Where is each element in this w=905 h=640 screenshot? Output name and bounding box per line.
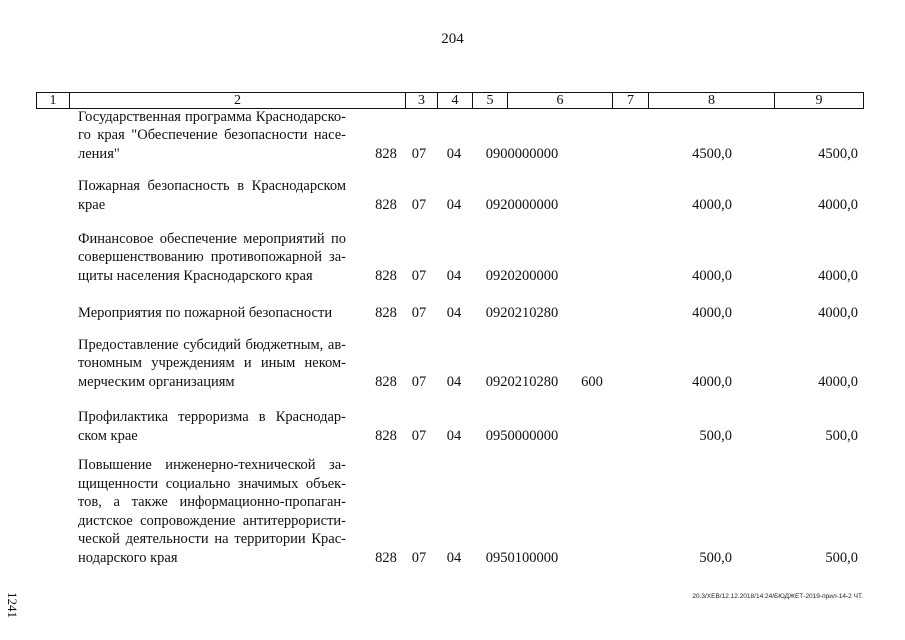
table-header — [36, 92, 864, 109]
row-col-4: 07 — [411, 145, 427, 162]
row-col-3: 828 — [375, 267, 397, 284]
row-col-6: 0900000000 — [485, 145, 559, 162]
table-row — [0, 336, 905, 391]
row-col-4: 07 — [411, 304, 427, 321]
row-col-3: 828 — [375, 304, 397, 321]
table-row — [0, 303, 905, 322]
row-col-8: 500,0 — [699, 427, 732, 444]
row-name: Профилактика терроризма в Краснодар-ском крае — [78, 409, 346, 444]
row-col-8: 4000,0 — [692, 267, 732, 284]
row-col-6: 0950000000 — [485, 427, 559, 444]
row-col-9: 4000,0 — [818, 196, 858, 213]
row-name: Повышение инженерно-технической за-щищенности социально значимых объек-тов, а также информационно-пропаган-дистское сопровождение антитеррористи-ческой деятельности на территории Крас-нодарского края — [78, 457, 346, 566]
row-col-5: 04 — [446, 145, 462, 162]
table-row — [0, 109, 905, 163]
header-col-8: 8 — [649, 93, 775, 108]
row-col-8: 500,0 — [699, 549, 732, 566]
row-col-3: 828 — [375, 373, 397, 390]
table-row — [0, 408, 905, 445]
header-col-7: 7 — [613, 93, 649, 108]
table-row — [0, 230, 905, 285]
header-col-4: 4 — [438, 93, 473, 108]
header-col-2: 2 — [70, 93, 406, 108]
row-col-4: 07 — [411, 267, 427, 284]
row-col-9: 4000,0 — [818, 373, 858, 390]
row-col-9: 500,0 — [825, 427, 858, 444]
header-col-5: 5 — [473, 93, 508, 108]
row-col-4: 07 — [411, 196, 427, 213]
row-col-5: 04 — [446, 373, 462, 390]
row-col-4: 07 — [411, 427, 427, 444]
header-col-6: 6 — [508, 93, 613, 108]
header-col-9: 9 — [815, 93, 823, 108]
row-col-9: 4500,0 — [818, 145, 858, 162]
row-name: Государственная программа Краснодарско-го края "Обеспечение безопасности насе-ления" — [78, 108, 346, 162]
row-col-4: 07 — [411, 549, 427, 566]
row-col-6: 0920210280 — [485, 304, 559, 321]
row-col-3: 828 — [375, 427, 397, 444]
row-col-6: 0920000000 — [485, 196, 559, 213]
row-col-3: 828 — [375, 549, 397, 566]
row-col-8: 4500,0 — [692, 145, 732, 162]
row-col-8: 4000,0 — [692, 196, 732, 213]
row-col-8: 4000,0 — [692, 304, 732, 321]
side-number: 1241 — [5, 592, 20, 618]
row-col-9: 4000,0 — [818, 267, 858, 284]
row-name: Мероприятия по пожарной безопасности — [78, 304, 333, 321]
row-col-7: 600 — [581, 373, 603, 390]
row-col-5: 04 — [446, 549, 462, 566]
header-col-3: 3 — [406, 93, 438, 108]
row-col-4: 07 — [411, 373, 427, 390]
table-row — [0, 178, 905, 214]
table-row — [0, 458, 905, 567]
row-col-8: 4000,0 — [692, 373, 732, 390]
row-col-6: 0920200000 — [485, 267, 559, 284]
row-col-3: 828 — [375, 196, 397, 213]
page-number: 204 — [441, 31, 464, 47]
row-col-5: 04 — [446, 427, 462, 444]
row-col-9: 4000,0 — [818, 304, 858, 321]
row-col-9: 500,0 — [825, 549, 858, 566]
row-col-5: 04 — [446, 304, 462, 321]
row-col-6: 0950100000 — [485, 549, 559, 566]
row-col-5: 04 — [446, 267, 462, 284]
header-col-1: 1 — [37, 93, 70, 108]
footer-stamp: 20.3/XEB/12.12.2018/14:24/БЮДЖЕТ-2019-прил-14-2 ЧТ. — [692, 593, 863, 600]
row-name: Финансовое обеспечение мероприятий по совершенствованию противопожарной за-щиты населения Краснодарского края — [78, 230, 346, 284]
row-col-3: 828 — [375, 145, 397, 162]
row-name: Предоставление субсидий бюджетным, ав-тономным учреждениям и иным неком-мерческим организациям — [78, 336, 346, 390]
row-col-6: 0920210280 — [485, 373, 559, 390]
row-col-5: 04 — [446, 196, 462, 213]
row-name: Пожарная безопасность в Краснодарском крае — [78, 178, 346, 213]
